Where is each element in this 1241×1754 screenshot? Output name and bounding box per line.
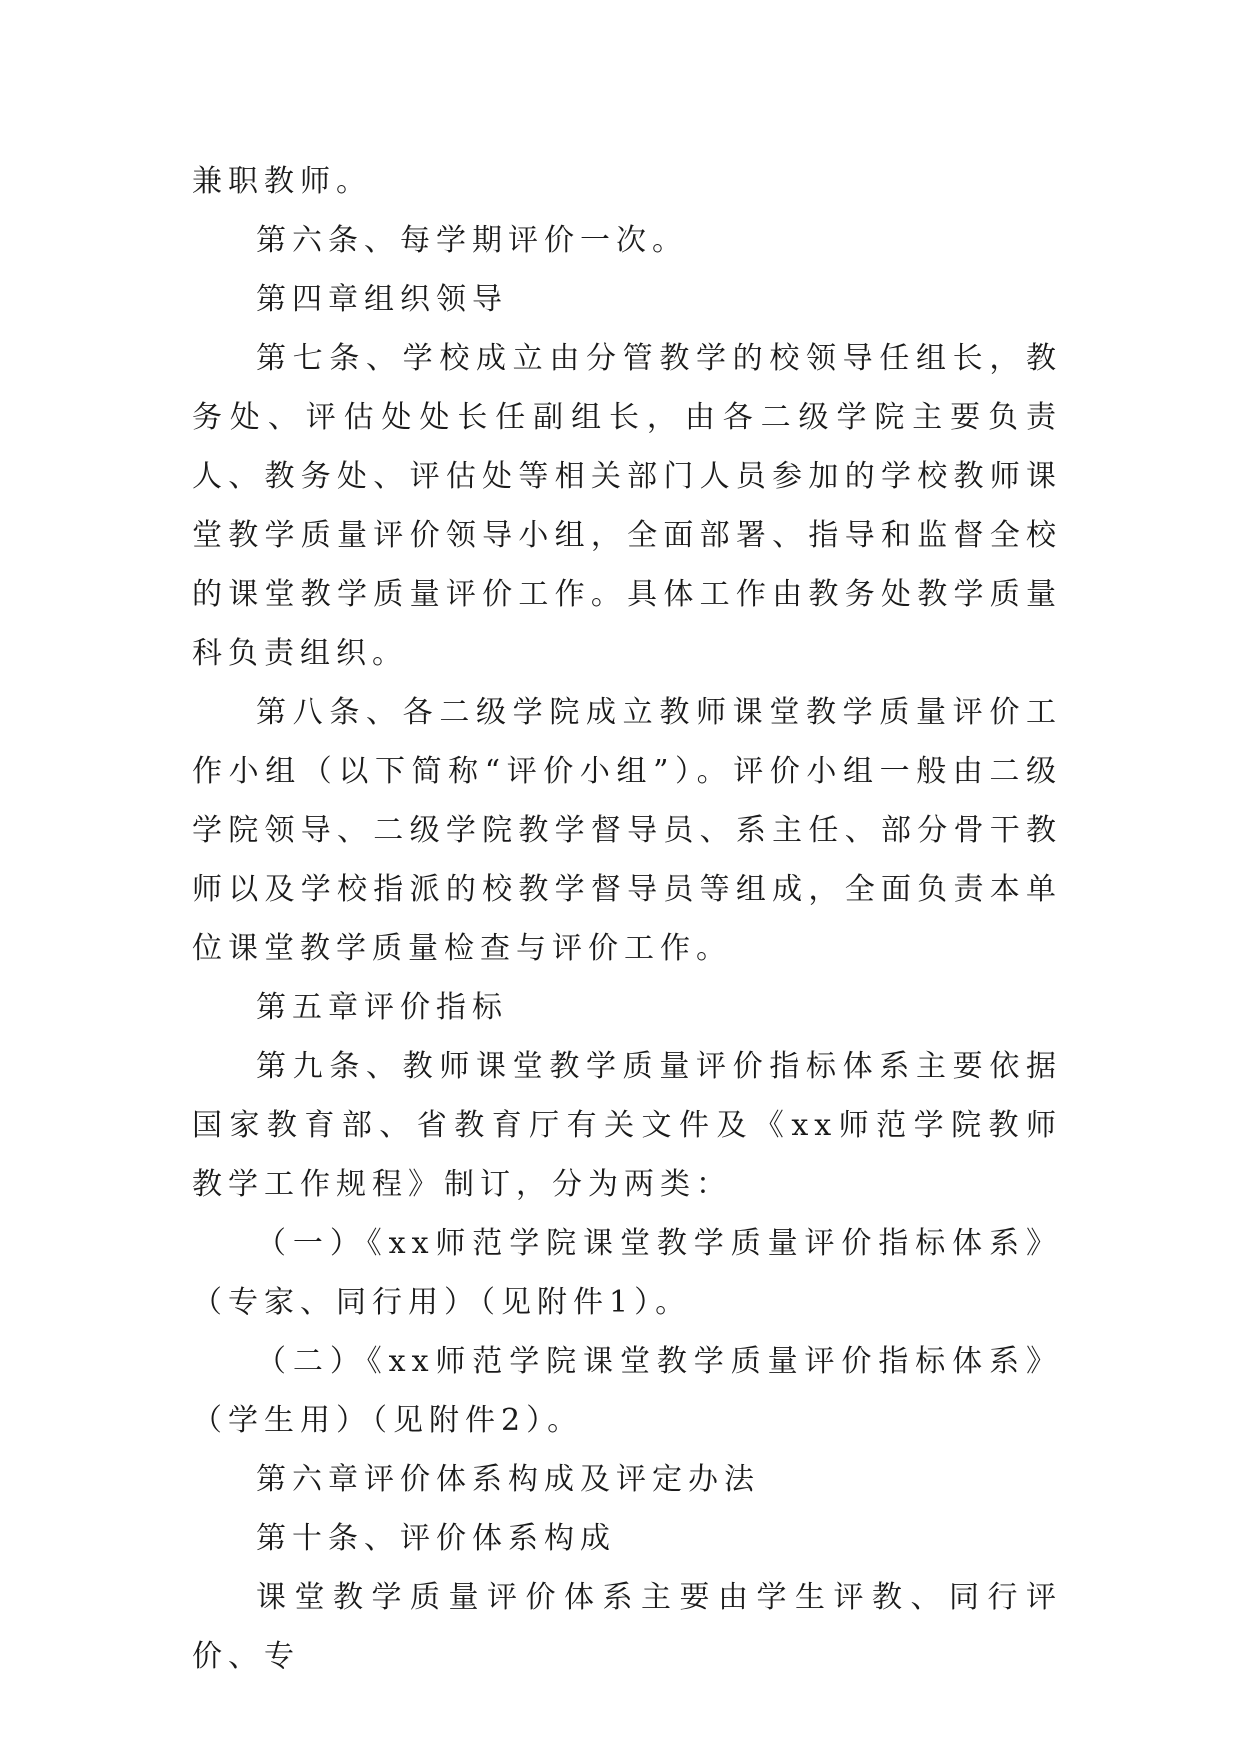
document-body: [192, 152, 1062, 1686]
paragraph-item-2: （二）《xx师范学院课堂教学质量评价指标体系》（学生用）（见附件2）。: [192, 1344, 1062, 1438]
paragraph-article-7: 第七条、学校成立由分管教学的校领导任组长，教务处、评估处处长任副组长，由各二级学院主要负责人、教务处、评估处等相关部门人员参加的学校教师课堂教学质量评价领导小组，全面部署、指导和监督全校的课堂教学质量评价工作。具体工作由教务处教学质量科负责组织。: [192, 341, 1062, 671]
chapter-heading-6: 第六章评价体系构成及评定办法: [256, 1462, 760, 1497]
chapter-heading-5: 第五章评价指标: [256, 990, 508, 1025]
paragraph-article-9: 第九条、教师课堂教学质量评价指标体系主要依据国家教育部、省教育厅有关文件及《xx师范学院教师教学工作规程》制订，分为两类：: [192, 1049, 1062, 1202]
paragraph-item-1: （一）《xx师范学院课堂教学质量评价指标体系》（专家、同行用）（见附件1）。: [192, 1226, 1062, 1320]
paragraph-article-10: 第十条、评价体系构成: [256, 1521, 616, 1556]
chapter-heading-4: 第四章组织领导: [256, 282, 508, 317]
paragraph-evaluation-system: 课堂教学质量评价体系主要由学生评教、同行评价、专: [192, 1580, 1062, 1674]
paragraph-article-8: 第八条、各二级学院成立教师课堂教学质量评价工作小组（以下简称“评价小组”）。评价小组一般由二级学院领导、二级学院教学督导员、系主任、部分骨干教师以及学校指派的校教学督导员等组成，全面负责本单位课堂教学质量检查与评价工作。: [192, 695, 1062, 966]
paragraph-article-6: 第六条、每学期评价一次。: [256, 223, 688, 258]
paragraph-continuation: 兼职教师。: [192, 164, 372, 199]
